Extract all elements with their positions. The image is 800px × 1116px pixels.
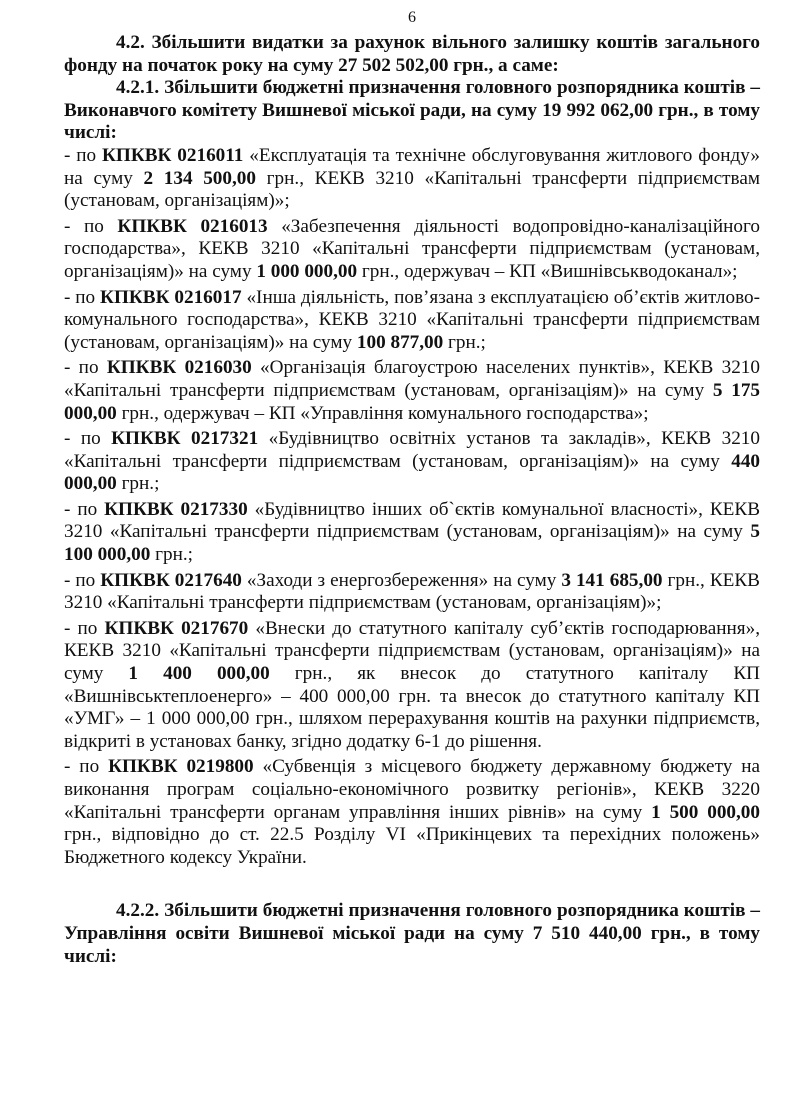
- item-rest: грн., КЕКВ 3210 «Капітальні трансферти підприємствам (установам, організаціям)»;: [64, 569, 760, 614]
- item-code: КПКВК 0217330: [104, 498, 248, 520]
- item-amount: 5 175 000,00: [64, 379, 760, 424]
- item-text: «Будівництво освітніх установ та закладів», КЕКВ 3210 «Капітальні трансферти підприємствам (установам, організаціям)» на суму: [64, 428, 760, 472]
- item-code: КПКВК 0217640: [100, 569, 242, 591]
- item-prefix: - по: [64, 428, 112, 450]
- item-text: «Інша діяльність, пов’язана з експлуатацією об’єктів житлово-комунального господарства», КЕКВ 3210 «Капітальні трансферти підприємствам (установам, організаціям)» на суму: [64, 286, 760, 353]
- item-text: «Внески до статутного капіталу суб’єктів господарювання», КЕКВ 3210 «Капітальні трансферти підприємствам (установам, організаціям)» на суму: [64, 617, 760, 685]
- section-4-2-2-heading: 4.2.2. Збільшити бюджетні призначення головного розпорядника коштів – Управління освіти Вишневої міської ради на суму 7 510 440,00 грн., в тому числі:: [64, 900, 760, 967]
- item-code: КПКВК 0216013: [117, 215, 268, 237]
- item-code: КПКВК 0216017: [100, 286, 242, 308]
- item-prefix: - по: [64, 498, 105, 520]
- list-item: [64, 216, 760, 284]
- list-item: [64, 756, 760, 869]
- page-number: 6: [408, 9, 416, 26]
- list-item: [64, 618, 760, 754]
- section-spacer: [64, 872, 760, 900]
- item-code: КПКВК 0217670: [104, 617, 249, 639]
- item-amount: 100 877,00: [356, 331, 444, 353]
- list-item: [64, 499, 760, 567]
- section-4-2-1-items: [64, 145, 760, 869]
- section-4-2-1-heading: 4.2.1. Збільшити бюджетні призначення головного розпорядника коштів – Виконавчого комітету Вишневої міської ради, на суму 19 992 062,00 грн., в тому числі:: [64, 77, 760, 144]
- item-prefix: - по: [64, 286, 101, 308]
- item-prefix: - по: [64, 357, 107, 379]
- item-amount: 1 400 000,00: [128, 663, 270, 685]
- item-text: «Заходи з енергозбереження» на суму: [241, 569, 562, 591]
- item-rest: грн., відповідно до ст. 22.5 Розділу VI «Прикінцевих та перехідних положень» Бюджетного кодексу України.: [64, 824, 760, 868]
- list-item: [64, 145, 760, 213]
- item-prefix: - по: [64, 756, 109, 778]
- list-item: [64, 428, 760, 496]
- item-prefix: - по: [64, 569, 101, 591]
- item-rest: грн., КЕКВ 3210 «Капітальні трансферти підприємствам (установам, організаціям)»;: [64, 167, 761, 212]
- item-amount: 2 134 500,00: [143, 167, 256, 189]
- item-code: КПКВК 0219800: [108, 756, 254, 778]
- section-4-2-heading: 4.2. Збільшити видатки за рахунок вільного залишку коштів загального фонду на початок року на суму 27 502 502,00 грн., а саме:: [64, 32, 760, 76]
- item-amount: 5 100 000,00: [64, 521, 760, 566]
- item-text: «Забезпечення діяльності водопровідно-каналізаційного господарства», КЕКВ 3210 «Капітальні трансферти підприємствам (установам, організаціям)» на суму: [64, 215, 760, 282]
- item-text: «Субвенція з місцевого бюджету державному бюджету на виконання програм соціально-економічного розвитку регіонів», КЕКВ 3220 «Капітальні трансферти органам управління інших рівнів» на суму: [64, 756, 760, 823]
- list-item: [64, 287, 760, 355]
- item-rest: грн.;: [150, 544, 194, 566]
- item-prefix: - по: [64, 215, 118, 237]
- item-code: КПКВК 0216011: [101, 144, 244, 166]
- item-code: КПКВК 0216030: [106, 357, 252, 379]
- item-code: КПКВК 0217321: [111, 428, 259, 450]
- item-rest: грн., як внесок до статутного капіталу КП «Вишнівськтеплоенерго» – 400 000,00 грн. та внесок до статутного капіталу КП «УМГ» – 1 000 000,00 грн., шляхом перерахування коштів на рахунки підприємств, відкриті в установах банку, згідно додатку 6-1 до рішення.: [64, 663, 760, 752]
- list-item: [64, 357, 760, 425]
- item-amount: 440 000,00: [64, 450, 760, 495]
- item-amount: 1 500 000,00: [651, 801, 760, 823]
- item-text: «Експлуатація та технічне обслуговування житлового фонду» на суму: [64, 144, 760, 189]
- item-rest: грн.;: [443, 331, 486, 353]
- item-text: «Організація благоустрою населених пунктів», КЕКВ 3210 «Капітальні трансферти підприємствам (установам, організаціям)» на суму: [64, 357, 760, 401]
- item-text: «Будівництво інших об`єктів комунальної власності», КЕКВ 3210 «Капітальні трансферти підприємствам (установам, організаціям)» на суму: [64, 498, 760, 543]
- item-rest: грн., одержувач – КП «Управління комунального господарства»;: [116, 402, 649, 424]
- item-rest: грн., одержувач – КП «Вишнівськводоканал»;: [357, 260, 738, 282]
- item-prefix: - по: [64, 144, 102, 166]
- list-item: [64, 570, 760, 615]
- item-rest: грн.;: [116, 473, 160, 495]
- item-amount: 1 000 000,00: [256, 260, 358, 282]
- item-prefix: - по: [64, 617, 105, 639]
- item-amount: 3 141 685,00: [561, 569, 663, 591]
